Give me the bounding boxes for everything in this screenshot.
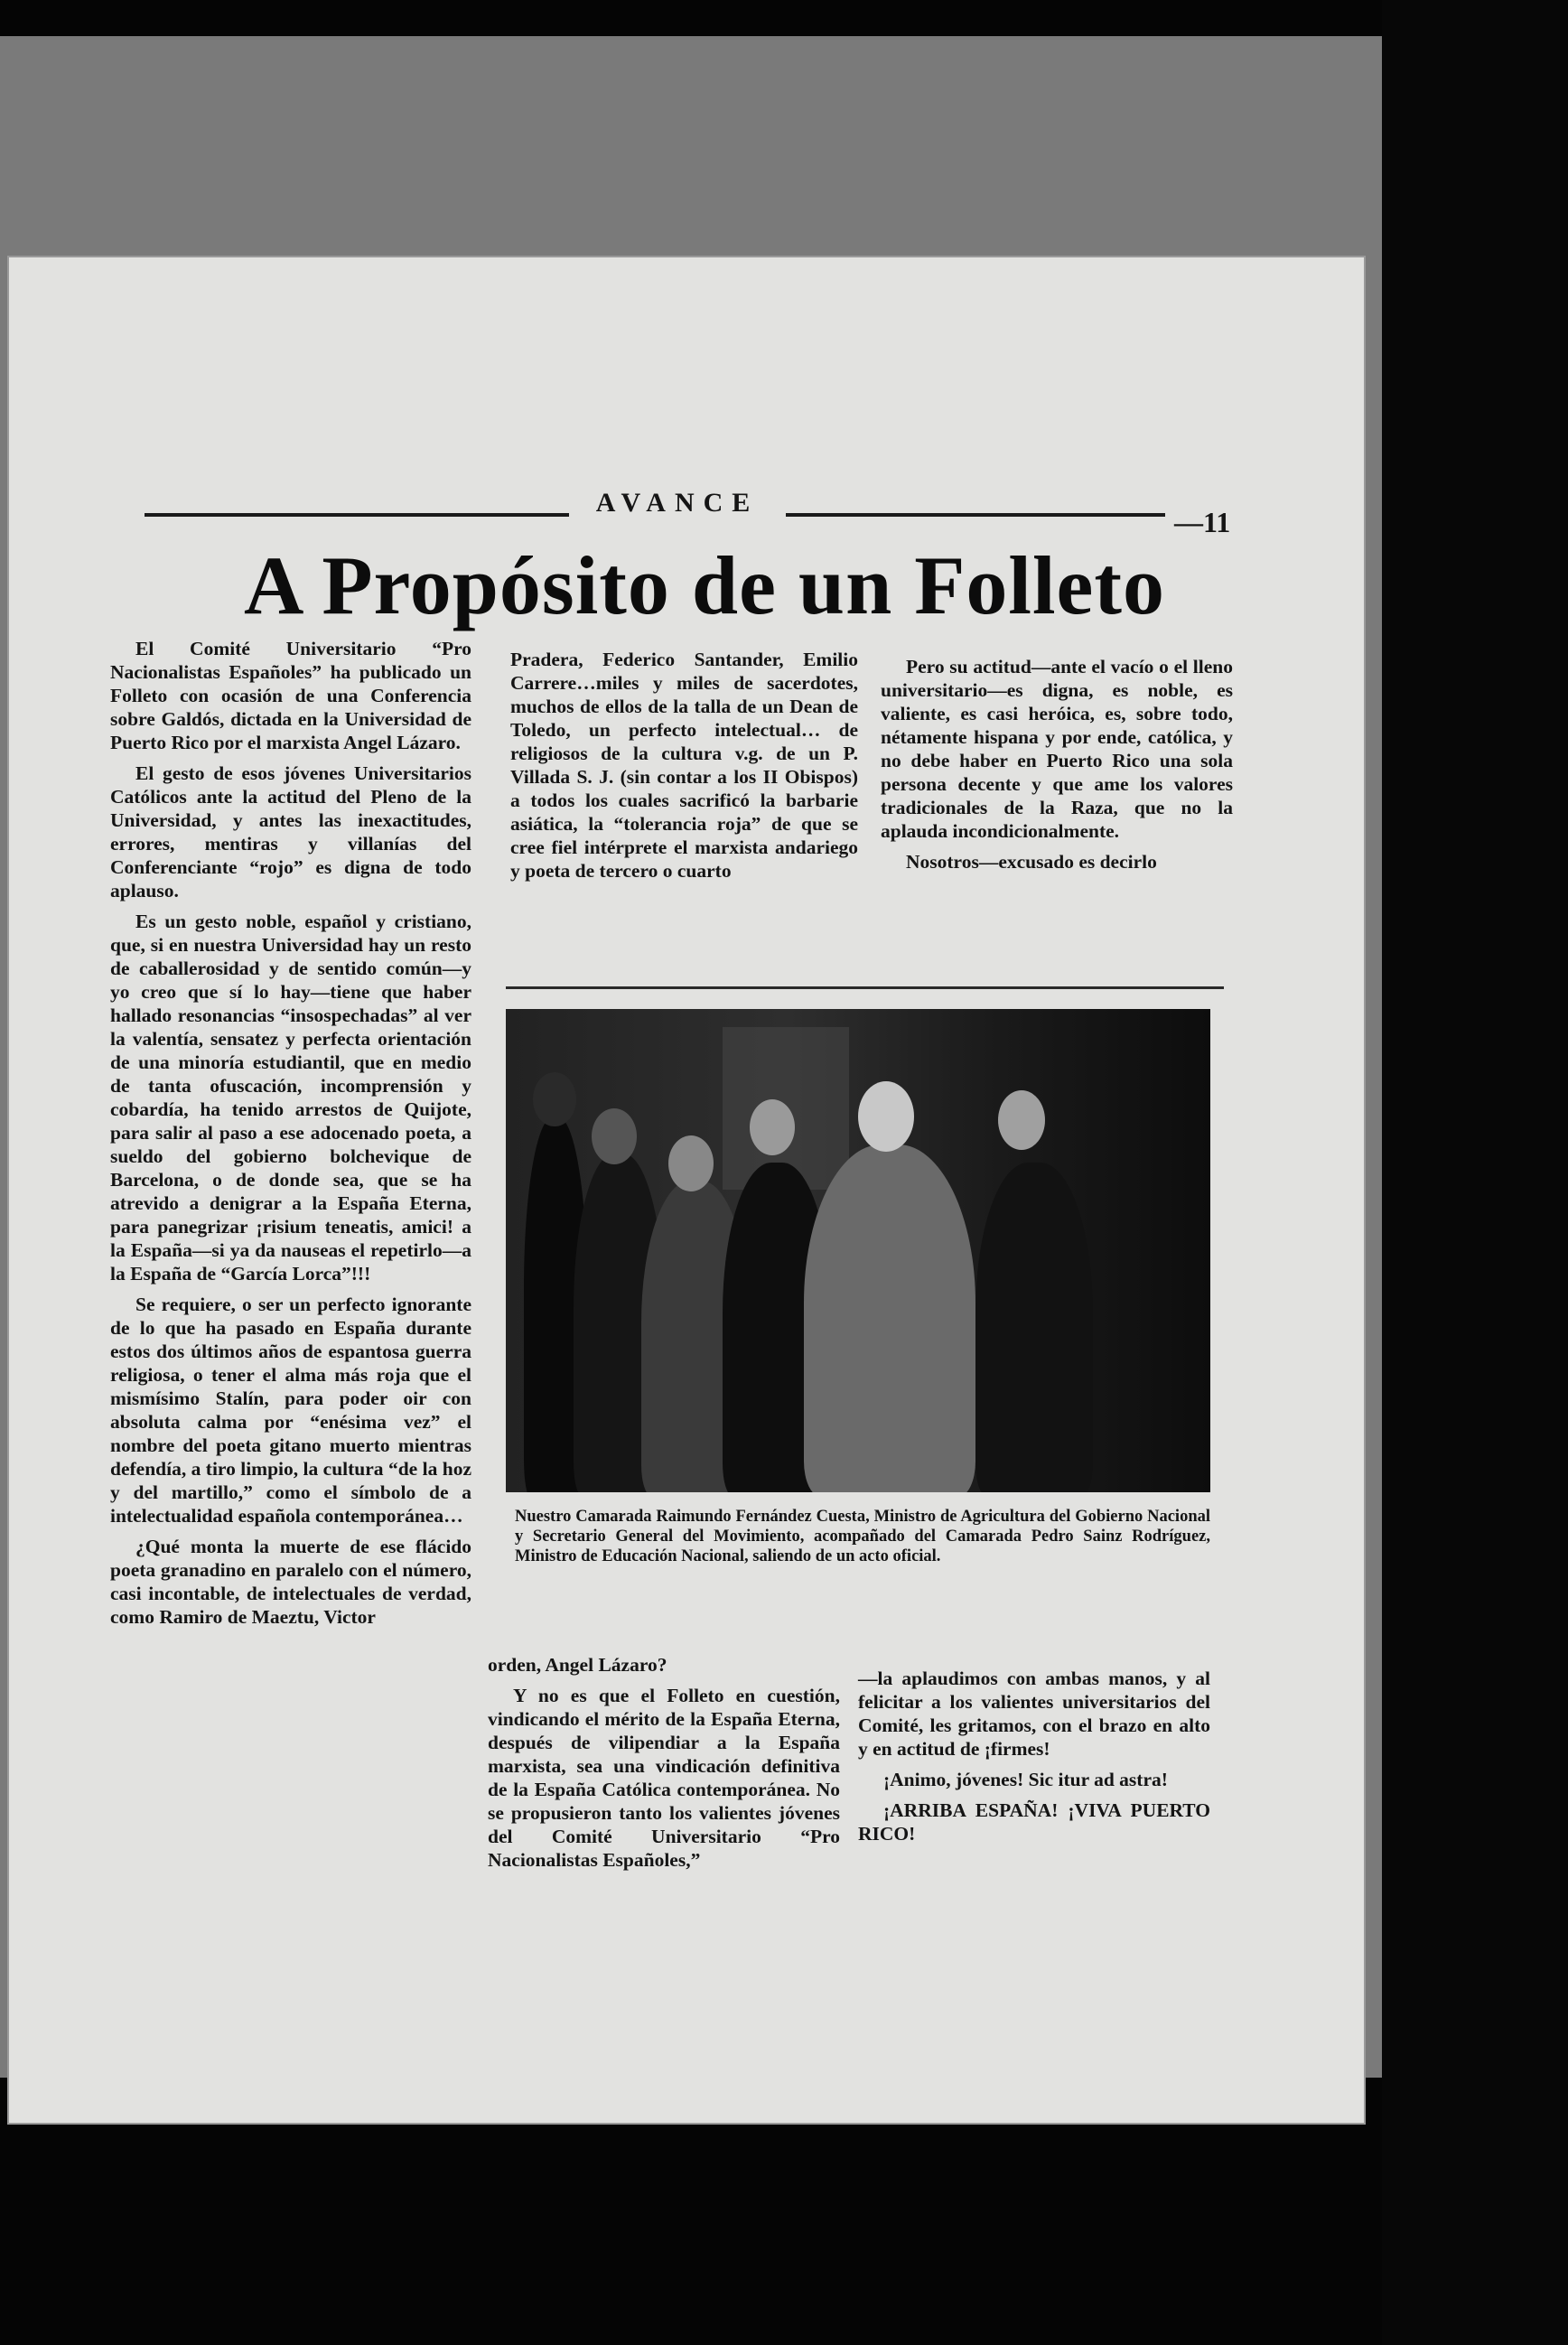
header-rule-left — [145, 513, 569, 517]
figure-head — [533, 1072, 576, 1126]
figure — [975, 1163, 1093, 1492]
news-photograph — [506, 1009, 1210, 1492]
column-3-top — [881, 655, 1233, 881]
paragraph: Se requiere, o ser un perfecto ignorante de lo que ha pasado en España durante estos dos últimos años de espantosa guerra religiosa, o tener el alma más roja que el mismísimo Stalín, para poder oir con absoluta calma por “enésima vez” el nombre del poeta gitano muerto mientras defendía, a tiro limpio, la cultura “de la hoz y del martillo,” como el símbolo de a intelectualidad española contemporánea… — [110, 1294, 471, 1527]
paragraph: Nosotros—excusado es decirlo — [906, 851, 1157, 873]
column-1 — [110, 637, 471, 1636]
paragraph: —la aplaudimos con ambas manos, y al felicitar a los valientes universitarios del Comité, les gritamos, con el brazo en alto y en actitud de ¡firmes! — [858, 1668, 1210, 1760]
paragraph: El gesto de esos jóvenes Universitarios Católicos ante la actitud del Pleno de la Universidad, y antes las inexactitudes, errores, mentiras y villanías del Conferenciante “rojo” es digna de todo aplauso. — [110, 762, 471, 902]
column-2-top — [510, 648, 858, 890]
article-title: A Propósito de un Folleto — [244, 539, 1166, 631]
column-3-bottom — [858, 1667, 1210, 1853]
paragraph: ¡ARRIBA ESPAÑA! ¡VIVA PUERTO RICO! — [858, 1799, 1210, 1845]
section-divider — [506, 986, 1224, 989]
column-2-bottom — [488, 1653, 840, 1879]
newspaper-page — [9, 257, 1364, 2123]
paragraph: orden, Angel Lázaro? — [488, 1654, 667, 1676]
page-number: —11 — [1174, 506, 1231, 538]
paragraph: Pradera, Federico Santander, Emilio Carrere…miles y miles de sacerdotes, muchos de ellos de la talla de un Dean de Toledo, un perfecto intelectual… de religiosos de la cultura v.g. de un P. Villada S. J. (sin contar a los II Obispos) a todos los cuales sacrificó la barbarie asiática, la “tolerancia roja” de que se cree fiel intérprete el marxista andariego y poeta de tercero o cuarto — [510, 649, 858, 882]
paragraph: Pero su actitud—ante el vacío o el lleno universitario—es digna, es noble, es valiente, es casi heróica, es, sobre todo, nétamente hispana y por ende, católica, y no debe haber en Puerto Rico una sola persona decente y que ame los valores tradicionales de la Raza, que no la aplauda incondicionalmente. — [881, 656, 1233, 842]
masthead: AVANCE — [595, 488, 760, 518]
figure-head — [750, 1099, 795, 1155]
paragraph: ¡Animo, jóvenes! Sic itur ad astra! — [883, 1769, 1168, 1790]
photo-caption: Nuestro Camarada Raimundo Fernández Cuesta, Ministro de Agricultura del Gobierno Nacional y Secretario General del Movimiento, acompañado del Camarada Pedro Sainz Rodríguez, Ministro de Educación Nacional, saliendo de un acto oficial. — [515, 1508, 1210, 1565]
figure-head — [592, 1108, 637, 1164]
figure — [804, 1144, 975, 1492]
figure-head — [858, 1081, 914, 1152]
figure-head — [998, 1090, 1045, 1150]
paragraph: ¿Qué monta la muerte de ese flácido poeta granadino en paralelo con el número, casi incontable, de intelectuales de verdad, como Ramiro de Maeztu, Victor — [110, 1536, 471, 1628]
paragraph: El Comité Universitario “Pro Nacionalistas Españoles” ha publicado un Folleto con ocasión de una Conferencia sobre Galdós, dictada en la Universidad de Puerto Rico por el marxista Angel Lázaro. — [110, 638, 471, 753]
figure-head — [668, 1135, 714, 1191]
header-rule-right — [786, 513, 1165, 517]
paragraph: Y no es que el Folleto en cuestión, vindicando el mérito de la España Eterna, después de vilipendiar a la España marxista, sea una vindicación definitiva de la España Católica contemporánea. No se propusieron tanto los valientes jóvenes del Comité Universitario “Pro Nacionalistas Españoles,” — [488, 1685, 840, 1871]
scan-dark-edge — [1382, 0, 1568, 2345]
paragraph: Es un gesto noble, español y cristiano, que, si en nuestra Universidad hay un resto de caballerosidad y de sentido común—y yo creo que sí lo hay—tiene que haber hallado resonancias “insospechadas” al ver la valentía, sensatez y perfecta orientación de una minoría estudiantil, que en medio de tanta ofuscación, incomprensión y cobardía, ha tenido arrestos de Quijote, para salir al paso a ese adocenado poeta, a sueldo del gobierno bolchevique de Barcelona, o de donde sea, que se ha atrevido a denigrar a la España Eterna, para panegrizar ¡risium teneatis, amici! a la España—si ya da nauseas el repetirlo—a la España de “García Lorca”!!! — [110, 911, 471, 1285]
